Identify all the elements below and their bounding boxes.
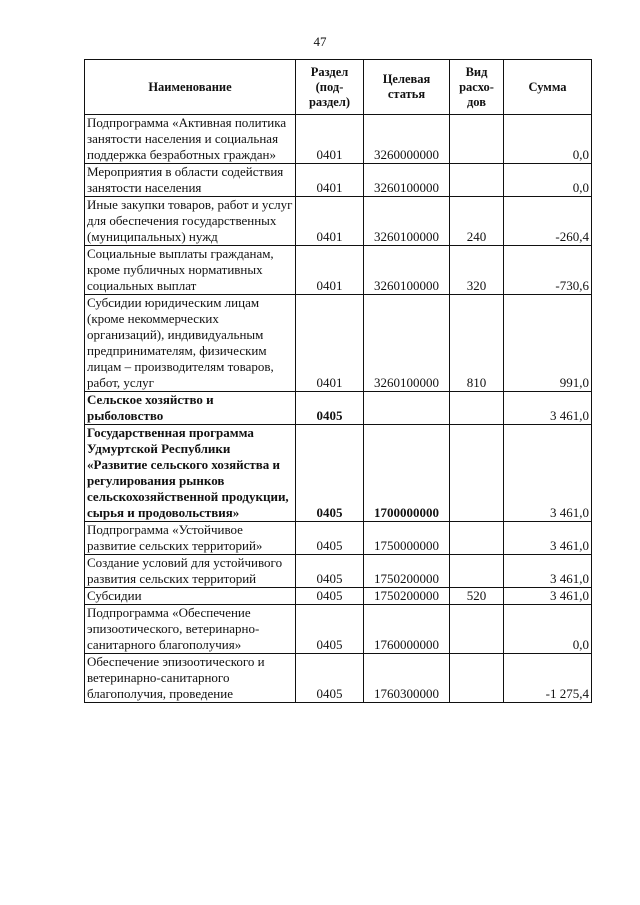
cell-expense-type: 520 — [450, 588, 504, 605]
cell-sum: 3 461,0 — [504, 588, 592, 605]
cell-sum: 0,0 — [504, 164, 592, 197]
cell-section: 0401 — [296, 164, 364, 197]
cell-expense-type: 240 — [450, 197, 504, 246]
cell-name: Подпрограмма «Активная политика занятости населения и социальная поддержка безработных граждан» — [85, 115, 296, 164]
cell-section: 0405 — [296, 522, 364, 555]
cell-name: Субсидии — [85, 588, 296, 605]
table-row — [85, 295, 592, 392]
cell-expense-type — [450, 164, 504, 197]
cell-expense-type — [450, 425, 504, 522]
table-row — [85, 164, 592, 197]
table-header-row — [85, 60, 592, 115]
cell-expense-type — [450, 522, 504, 555]
cell-target: 3260100000 — [364, 197, 450, 246]
budget-table — [84, 59, 592, 703]
cell-section: 0405 — [296, 588, 364, 605]
cell-target: 1760000000 — [364, 605, 450, 654]
cell-name: Социальные выплаты гражданам, кроме публичных нормативных социальных выплат — [85, 246, 296, 295]
cell-name: Государственная программа Удмуртской Республики «Развитие сельского хозяйства и регулирования рынков сельскохозяйственной продукции, сырья и продовольствия» — [85, 425, 296, 522]
cell-target: 1750000000 — [364, 522, 450, 555]
table-row — [85, 246, 592, 295]
table-row — [85, 654, 592, 703]
cell-target: 3260000000 — [364, 115, 450, 164]
page-number: 47 — [313, 34, 327, 49]
cell-section: 0401 — [296, 115, 364, 164]
cell-sum: 0,0 — [504, 115, 592, 164]
table-row — [85, 588, 592, 605]
cell-target: 1700000000 — [364, 425, 450, 522]
cell-section: 0401 — [296, 246, 364, 295]
cell-name: Обеспечение эпизоотического и ветеринарно-санитарного благополучия, проведение — [85, 654, 296, 703]
cell-expense-type: 810 — [450, 295, 504, 392]
cell-sum: 991,0 — [504, 295, 592, 392]
cell-name: Создание условий для устойчивого развития сельских территорий — [85, 555, 296, 588]
table-row — [85, 197, 592, 246]
cell-section: 0405 — [296, 555, 364, 588]
cell-name: Сельское хозяйство и рыболовство — [85, 392, 296, 425]
table-row-program — [85, 425, 592, 522]
cell-target: 1750200000 — [364, 588, 450, 605]
header-section: Раздел (под-раздел) — [296, 60, 364, 115]
cell-sum: 3 461,0 — [504, 522, 592, 555]
cell-name: Подпрограмма «Обеспечение эпизоотического, ветеринарно-санитарного благополучия» — [85, 605, 296, 654]
cell-sum: -260,4 — [504, 197, 592, 246]
cell-name: Иные закупки товаров, работ и услуг для обеспечения государственных (муниципальных) нужд — [85, 197, 296, 246]
cell-target — [364, 392, 450, 425]
cell-sum: 3 461,0 — [504, 392, 592, 425]
table-row — [85, 605, 592, 654]
header-target: Целевая статья — [364, 60, 450, 115]
table-row-section — [85, 392, 592, 425]
table-row — [85, 115, 592, 164]
cell-section: 0405 — [296, 605, 364, 654]
cell-expense-type: 320 — [450, 246, 504, 295]
cell-name: Субсидии юридическим лицам (кроме некоммерческих организаций), индивидуальным предпринимателям, физическим лицам – производителям товаров, работ, услуг — [85, 295, 296, 392]
cell-section: 0405 — [296, 392, 364, 425]
cell-target: 1760300000 — [364, 654, 450, 703]
cell-name: Мероприятия в области содействия занятости населения — [85, 164, 296, 197]
cell-sum: -1 275,4 — [504, 654, 592, 703]
table-row — [85, 555, 592, 588]
cell-target: 3260100000 — [364, 164, 450, 197]
cell-expense-type — [450, 392, 504, 425]
cell-sum: -730,6 — [504, 246, 592, 295]
cell-expense-type — [450, 605, 504, 654]
cell-name: Подпрограмма «Устойчивое развитие сельских территорий» — [85, 522, 296, 555]
cell-sum: 0,0 — [504, 605, 592, 654]
table-row — [85, 522, 592, 555]
cell-section: 0405 — [296, 654, 364, 703]
cell-target: 3260100000 — [364, 246, 450, 295]
cell-sum: 3 461,0 — [504, 425, 592, 522]
cell-sum: 3 461,0 — [504, 555, 592, 588]
header-name: Наименование — [85, 60, 296, 115]
cell-expense-type — [450, 115, 504, 164]
cell-target: 1750200000 — [364, 555, 450, 588]
cell-section: 0405 — [296, 425, 364, 522]
cell-expense-type — [450, 654, 504, 703]
cell-section: 0401 — [296, 295, 364, 392]
header-expense-type: Вид расхо-дов — [450, 60, 504, 115]
cell-target: 3260100000 — [364, 295, 450, 392]
cell-expense-type — [450, 555, 504, 588]
table-body — [85, 115, 592, 703]
header-sum: Сумма — [504, 60, 592, 115]
cell-section: 0401 — [296, 197, 364, 246]
